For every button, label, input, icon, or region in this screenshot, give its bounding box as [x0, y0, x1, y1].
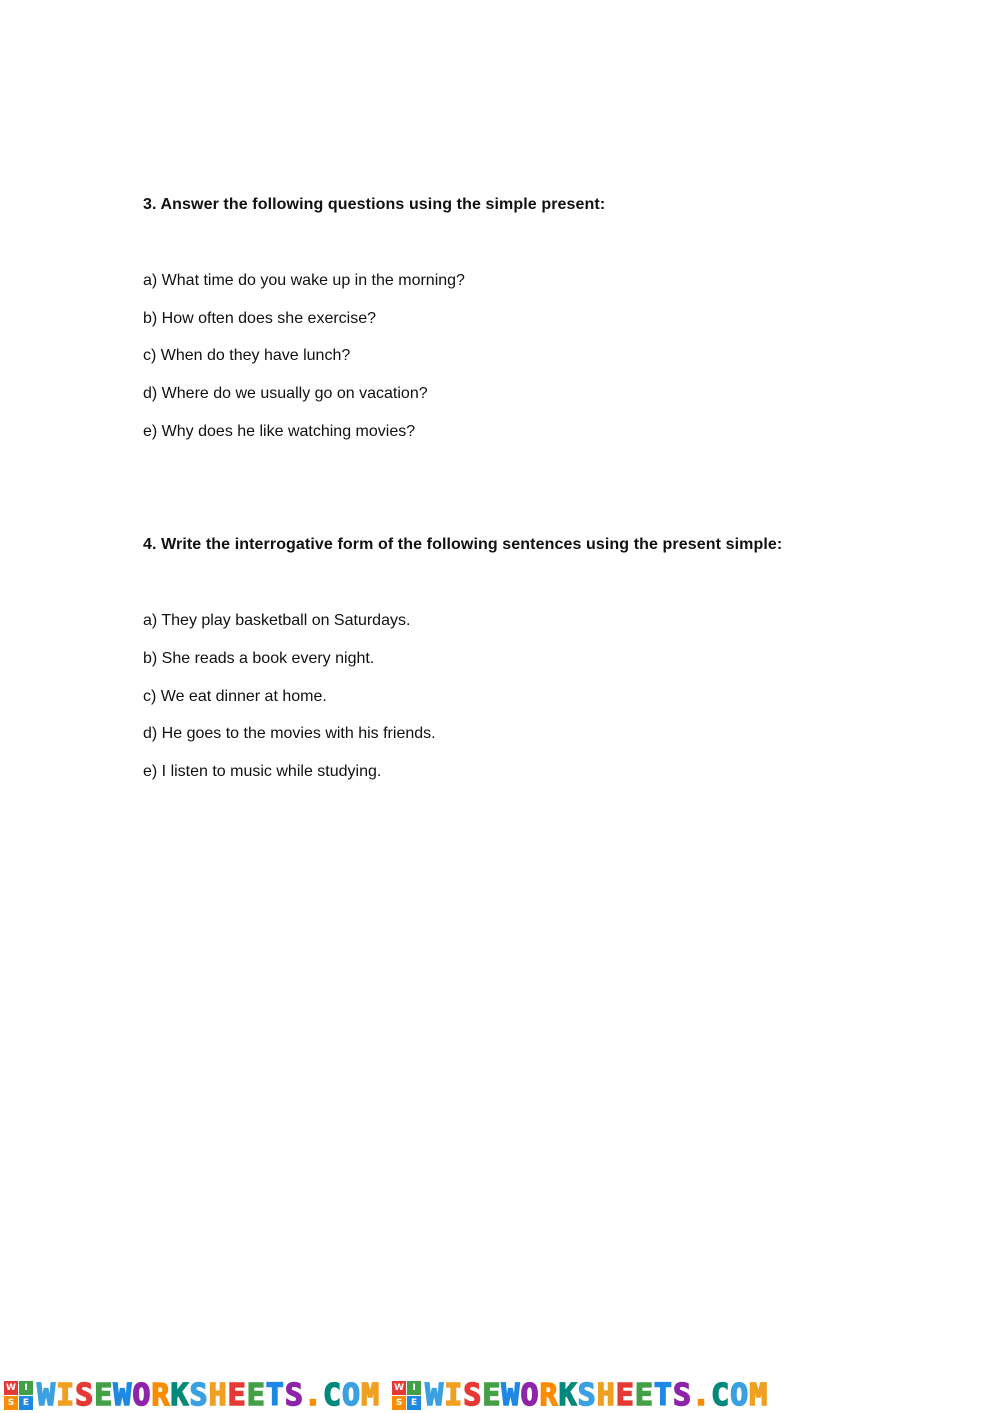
- brand-letter: W: [113, 1378, 133, 1413]
- brand-letter: O: [342, 1378, 362, 1413]
- section-4-item-a: a) They play basketball on Saturdays.: [143, 612, 411, 629]
- brand-letter: E: [482, 1378, 502, 1413]
- brand-letter: E: [634, 1378, 654, 1413]
- brand-letter: K: [170, 1378, 190, 1413]
- footer-watermark: [0, 1378, 1000, 1413]
- footer-brand-1: [0, 1378, 381, 1413]
- logo-letter: E: [19, 1396, 33, 1410]
- brand-letter: E: [94, 1378, 114, 1413]
- brand-wordmark: [37, 1378, 381, 1413]
- brand-letter: C: [711, 1378, 731, 1413]
- brand-letter: C: [322, 1378, 342, 1413]
- brand-letter: R: [151, 1378, 171, 1413]
- brand-letter: H: [596, 1378, 616, 1413]
- brand-letter: E: [227, 1378, 247, 1413]
- section-3-item-e: e) Why does he like watching movies?: [143, 423, 416, 440]
- brand-letter: E: [615, 1378, 635, 1413]
- brand-letter: M: [749, 1378, 769, 1413]
- brand-letter: I: [444, 1378, 464, 1413]
- logo-letter: I: [19, 1381, 33, 1395]
- brand-letter: H: [208, 1378, 228, 1413]
- section-3-item-c: c) When do they have lunch?: [143, 347, 351, 364]
- brand-wordmark: [425, 1378, 769, 1413]
- footer-brand-2: [388, 1378, 769, 1413]
- section-3-item-d: d) Where do we usually go on vacation?: [143, 385, 428, 402]
- section-4-item-c: c) We eat dinner at home.: [143, 688, 327, 705]
- section-3-item-b: b) How often does she exercise?: [143, 310, 377, 327]
- brand-letter: S: [672, 1378, 692, 1413]
- brand-letter: O: [520, 1378, 540, 1413]
- brand-letter: S: [284, 1378, 304, 1413]
- brand-letter: S: [75, 1378, 95, 1413]
- logo-letter: E: [407, 1396, 421, 1410]
- brand-letter: K: [558, 1378, 578, 1413]
- brand-letter: O: [132, 1378, 152, 1413]
- brand-letter: S: [577, 1378, 597, 1413]
- brand-letter: W: [425, 1378, 445, 1413]
- logo-letter: I: [407, 1381, 421, 1395]
- brand-letter: W: [501, 1378, 521, 1413]
- section-3-heading: 3. Answer the following questions using the simple present:: [143, 196, 606, 213]
- brand-letter: S: [189, 1378, 209, 1413]
- brand-letter: T: [265, 1378, 285, 1413]
- brand-letter: W: [37, 1378, 57, 1413]
- brand-letter: O: [730, 1378, 750, 1413]
- brand-letter: T: [653, 1378, 673, 1413]
- logo-letter: W: [392, 1381, 406, 1395]
- logo-letter: W: [4, 1381, 18, 1395]
- brand-letter: M: [361, 1378, 381, 1413]
- brand-letter: .: [692, 1378, 712, 1413]
- section-4-item-b: b) She reads a book every night.: [143, 650, 375, 667]
- wise-logo-icon: [392, 1381, 421, 1410]
- brand-letter: E: [246, 1378, 266, 1413]
- section-4-item-d: d) He goes to the movies with his friends.: [143, 725, 436, 742]
- logo-letter: S: [392, 1396, 406, 1410]
- brand-letter: I: [56, 1378, 76, 1413]
- brand-letter: R: [539, 1378, 559, 1413]
- brand-letter: S: [463, 1378, 483, 1413]
- section-4-heading: 4. Write the interrogative form of the following sentences using the present simple:: [143, 536, 783, 553]
- section-3-item-a: a) What time do you wake up in the morning?: [143, 272, 465, 289]
- wise-logo-icon: [4, 1381, 33, 1410]
- brand-letter: .: [303, 1378, 323, 1413]
- logo-letter: S: [4, 1396, 18, 1410]
- section-4-item-e: e) I listen to music while studying.: [143, 763, 382, 780]
